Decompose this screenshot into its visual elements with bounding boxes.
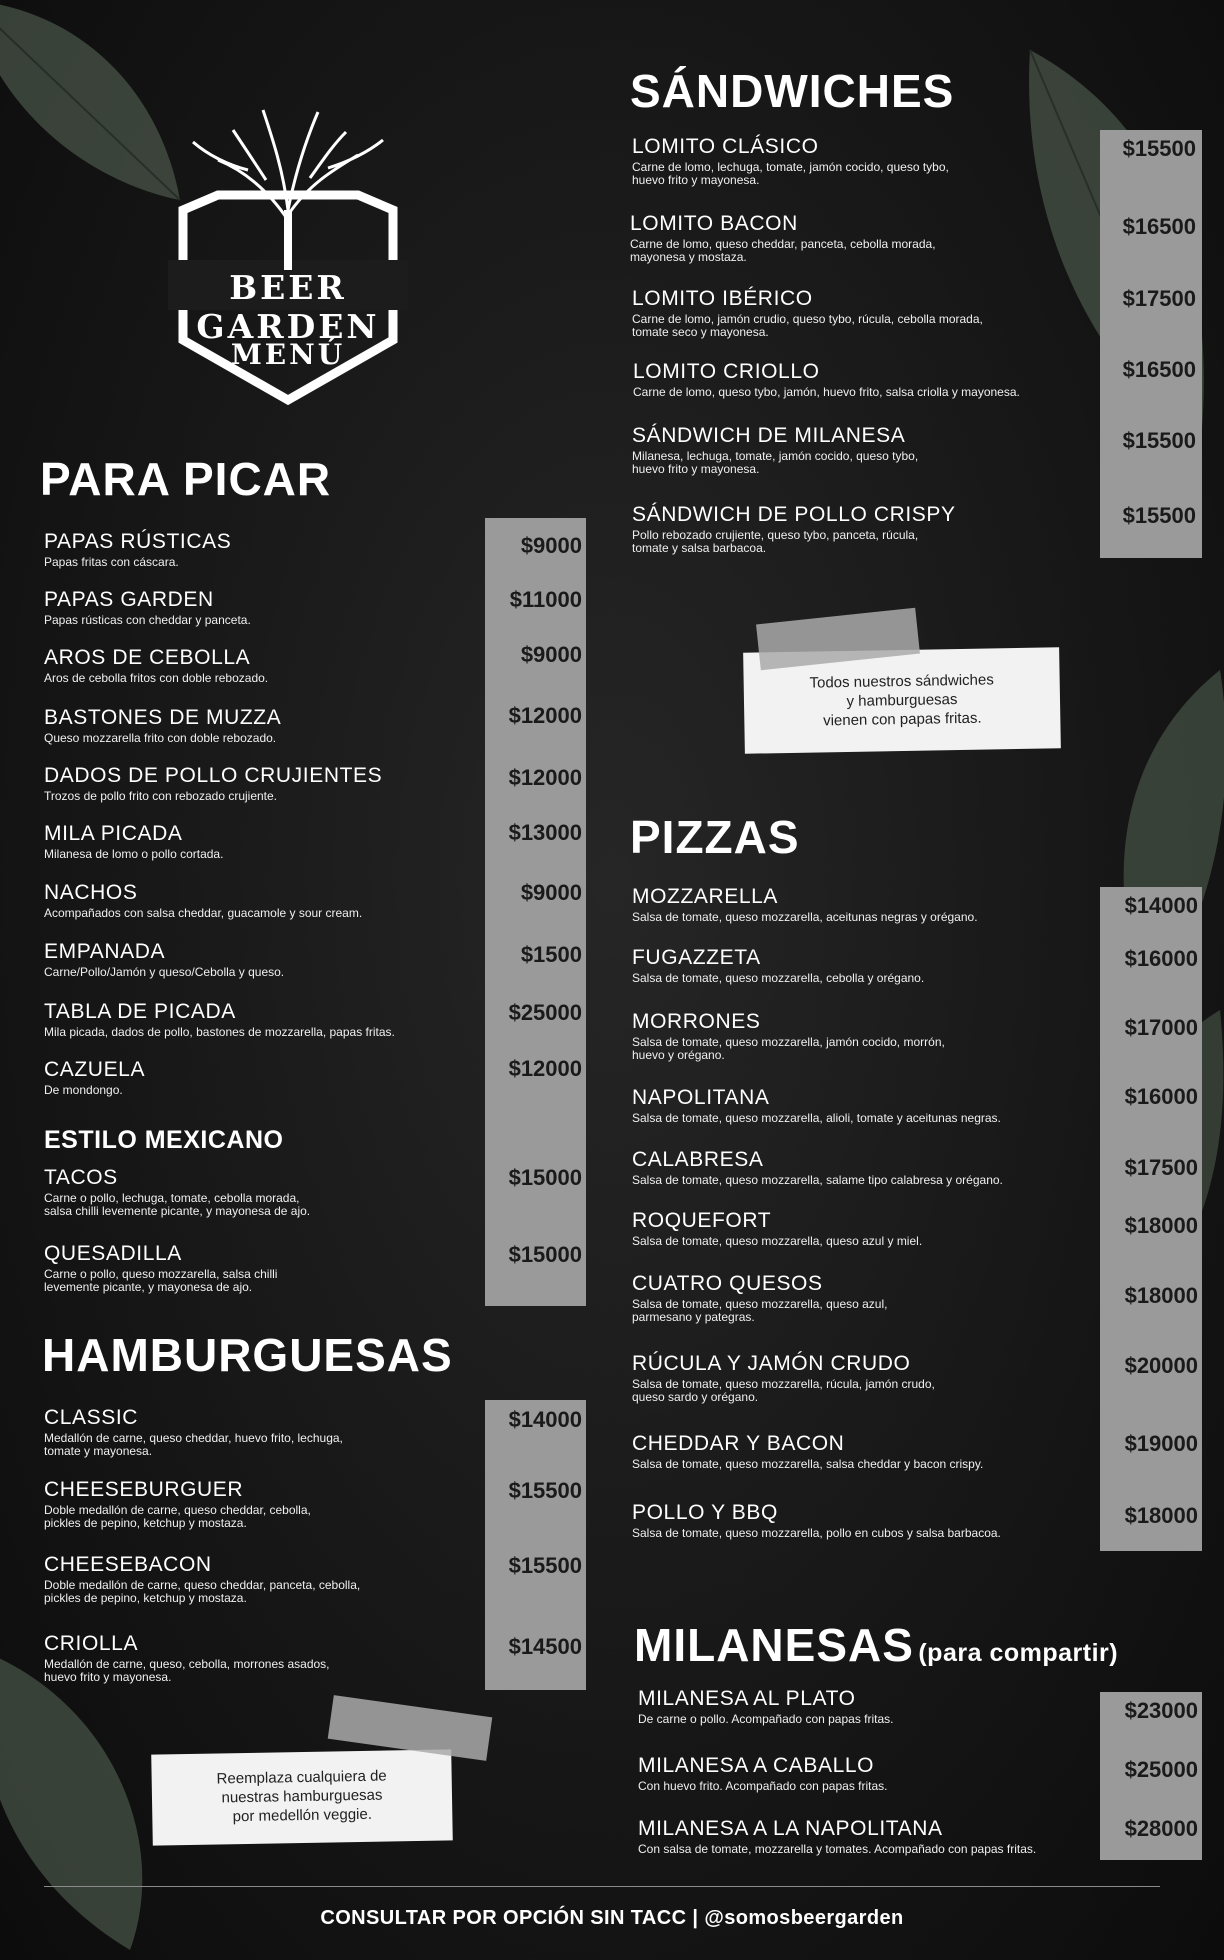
item-price: $1500	[520, 942, 582, 967]
logo-subtitle: MENÚ	[230, 338, 346, 371]
item-name: AROS DE CEBOLLA	[44, 646, 251, 669]
papas-fritas-note: Todos nuestros sándwiches y hamburguesas vienen con papas fritas.	[743, 647, 1061, 753]
item-name: NACHOS	[44, 881, 138, 904]
menu-item	[632, 424, 918, 476]
item-desc: Salsa de tomate, queso mozzarella, aceitunas negras y orégano.	[632, 910, 978, 924]
menu-item	[44, 588, 251, 627]
milanesas-title-suffix: (para compartir)	[918, 1639, 1119, 1667]
item-desc: Doble medallón de carne, queso cheddar, panceta, cebolla, pickles de pepino, ketchup y mostaza.	[44, 1578, 361, 1605]
menu-item	[44, 764, 382, 803]
menu-item	[44, 706, 281, 745]
item-desc: Papas fritas con cáscara.	[44, 555, 179, 569]
menu-item	[632, 135, 949, 187]
item-name: RÚCULA Y JAMÓN CRUDO	[632, 1352, 911, 1375]
menu-item	[632, 1010, 945, 1062]
item-name: MILA PICADA	[44, 822, 183, 845]
item-price: $17500	[1124, 1155, 1198, 1180]
menu-item	[44, 1406, 343, 1458]
menu-item	[633, 360, 1020, 399]
menu-item	[44, 1242, 277, 1294]
menu-item	[44, 646, 268, 685]
menu-item	[44, 1166, 310, 1218]
item-price: $15500	[508, 1553, 582, 1578]
item-price: $11000	[509, 587, 582, 612]
item-price: $12000	[508, 703, 582, 728]
item-desc: Con huevo frito. Acompañado con papas fritas.	[638, 1779, 888, 1793]
item-name: MILANESA AL PLATO	[638, 1687, 856, 1710]
item-price: $14000	[1124, 893, 1198, 918]
item-desc: Salsa de tomate, queso mozzarella, alioli, tomate y aceitunas negras.	[632, 1111, 1001, 1125]
item-name: SÁNDWICH DE MILANESA	[632, 424, 906, 447]
item-name: LOMITO IBÉRICO	[632, 287, 813, 310]
menu-item	[632, 1086, 1001, 1125]
item-name: CHEESEBACON	[44, 1553, 212, 1576]
item-price: $17000	[1124, 1015, 1198, 1040]
item-name: LOMITO CRIOLLO	[633, 360, 820, 383]
item-price: $15000	[508, 1242, 582, 1267]
menu-item	[638, 1817, 1036, 1856]
item-price: $16500	[1122, 357, 1196, 382]
item-desc: Doble medallón de carne, queso cheddar, cebolla, pickles de pepino, ketchup y mostaza.	[44, 1503, 311, 1530]
milanesas-title: MILANESAS	[634, 1619, 914, 1671]
footer-divider	[44, 1886, 1160, 1887]
menu-item	[632, 885, 978, 924]
menu-item	[44, 1632, 330, 1684]
menu-item	[632, 1432, 983, 1471]
item-name: CAZUELA	[44, 1058, 146, 1081]
item-price: $15000	[508, 1165, 582, 1190]
section-title-pizzas: PIZZAS	[630, 811, 800, 863]
item-price: $9000	[520, 533, 582, 558]
item-name: PAPAS GARDEN	[44, 588, 214, 611]
item-price: $16500	[1122, 214, 1196, 239]
item-desc: De carne o pollo. Acompañado con papas fritas.	[638, 1712, 894, 1726]
item-desc: Salsa de tomate, queso mozzarella, salsa cheddar y bacon crispy.	[632, 1457, 984, 1471]
menu-item	[638, 1687, 894, 1726]
item-desc: Milanesa, lechuga, tomate, jamón cocido, queso tybo, huevo frito y mayonesa.	[632, 449, 919, 476]
item-price: $25000	[508, 1000, 582, 1025]
item-desc: Carne de lomo, jamón crudio, queso tybo, rúcula, cebolla morada, tomate seco y mayonesa.	[632, 312, 983, 339]
item-name: MOZZARELLA	[632, 885, 779, 908]
item-name: SÁNDWICH DE POLLO CRISPY	[632, 503, 956, 526]
item-price: $17500	[1122, 286, 1196, 311]
menu-item	[632, 1272, 887, 1324]
item-name: NAPOLITANA	[632, 1086, 770, 1109]
veggie-note: Reemplaza cualquiera de nuestras hamburguesas por medellón veggie.	[151, 1749, 453, 1845]
item-desc: Carne o pollo, lechuga, tomate, cebolla morada, salsa chilli levemente picante, y mayonesa de ajo.	[44, 1191, 311, 1218]
menu-item	[44, 881, 362, 920]
section-title-milanesas	[634, 1618, 1118, 1672]
item-name: QUESADILLA	[44, 1242, 182, 1265]
item-desc: Salsa de tomate, queso mozzarella, rúcula, jamón crudo, queso sardo y orégano.	[632, 1377, 935, 1404]
item-name: FUGAZZETA	[632, 946, 761, 969]
menu-item	[632, 287, 983, 339]
item-desc: Aros de cebolla fritos con doble rebozado.	[44, 671, 269, 685]
section-title-hamburguesas: HAMBURGUESAS	[42, 1329, 453, 1381]
item-name: BASTONES DE MUZZA	[44, 706, 282, 729]
item-desc: Carne/Pollo/Jamón y queso/Cebolla y queso.	[44, 965, 285, 979]
item-desc: Con salsa de tomate, mozzarella y tomates. Acompañado con papas fritas.	[638, 1842, 1037, 1856]
beer-garden-logo	[148, 100, 428, 420]
item-price: $16000	[1124, 946, 1198, 971]
item-desc: Salsa de tomate, queso mozzarella, jamón cocido, morrón, huevo y orégano.	[632, 1035, 945, 1062]
item-price: $28000	[1124, 1816, 1198, 1841]
item-name: EMPANADA	[44, 940, 166, 963]
item-name: LOMITO CLÁSICO	[632, 135, 819, 158]
menu-item	[632, 946, 924, 985]
item-desc: Salsa de tomate, queso mozzarella, cebolla y orégano.	[632, 971, 925, 985]
logo-brand: BEER GARDEN	[196, 268, 380, 346]
item-price: $14000	[508, 1407, 582, 1432]
item-desc: Medallón de carne, queso, cebolla, morrones asados, huevo frito y mayonesa.	[44, 1657, 330, 1684]
item-name: POLLO Y BBQ	[632, 1501, 778, 1524]
section-title-sandwiches: SÁNDWICHES	[630, 65, 955, 117]
item-name: MILANESA A CABALLO	[638, 1754, 875, 1777]
menu-item	[44, 940, 284, 979]
price-bar	[1100, 130, 1202, 558]
item-price: $12000	[508, 1056, 582, 1081]
item-price: $15500	[1122, 136, 1196, 161]
item-desc: Salsa de tomate, queso mozzarella, pollo en cubos y salsa barbacoa.	[632, 1526, 1001, 1540]
tree-icon	[148, 100, 428, 420]
item-name: CUATRO QUESOS	[632, 1272, 823, 1295]
item-price: $13000	[508, 820, 582, 845]
item-desc: Carne de lomo, lechuga, tomate, jamón cocido, queso tybo, huevo frito y mayonesa.	[632, 160, 949, 187]
item-price: $14500	[508, 1634, 582, 1659]
item-desc: Carne de lomo, queso tybo, jamón, huevo frito, salsa criolla y mayonesa.	[633, 385, 1020, 399]
item-name: CLASSIC	[44, 1406, 139, 1429]
item-price: $23000	[1124, 1698, 1198, 1723]
item-price: $20000	[1124, 1353, 1198, 1378]
item-desc: De mondongo.	[44, 1083, 123, 1097]
subsection-title-estilo-mexicano: ESTILO MEXICANO	[44, 1126, 284, 1154]
item-desc: Mila picada, dados de pollo, bastones de mozzarella, papas fritas.	[44, 1025, 395, 1039]
item-desc: Queso mozzarella frito con doble rebozado.	[44, 731, 277, 745]
item-desc: Pollo rebozado crujiente, queso tybo, panceta, rúcula, tomate y salsa barbacoa.	[632, 528, 919, 555]
item-desc: Medallón de carne, queso cheddar, huevo frito, lechuga, tomate y mayonesa.	[44, 1431, 343, 1458]
menu-item	[44, 1553, 360, 1605]
item-name: CRIOLLA	[44, 1632, 139, 1655]
item-name: CHEESEBURGUER	[44, 1478, 244, 1501]
item-name: MORRONES	[632, 1010, 761, 1033]
item-name: ROQUEFORT	[632, 1209, 772, 1232]
item-price: $18000	[1124, 1283, 1198, 1308]
item-name: TACOS	[44, 1166, 118, 1189]
item-name: DADOS DE POLLO CRUJIENTES	[44, 764, 383, 787]
menu-item	[632, 503, 956, 555]
item-price: $9000	[520, 880, 582, 905]
menu-item	[630, 212, 936, 264]
item-name: CALABRESA	[632, 1148, 764, 1171]
item-price: $15500	[1122, 503, 1196, 528]
menu-item	[44, 822, 223, 861]
item-price: $18000	[1124, 1213, 1198, 1238]
item-desc: Salsa de tomate, queso mozzarella, queso azul y miel.	[632, 1234, 923, 1248]
item-desc: Acompañados con salsa cheddar, guacamole y sour cream.	[44, 906, 363, 920]
item-name: MILANESA A LA NAPOLITANA	[638, 1817, 943, 1840]
item-name: CHEDDAR Y BACON	[632, 1432, 845, 1455]
menu-item	[44, 1478, 311, 1530]
menu-item	[44, 1058, 145, 1097]
menu-item	[44, 1000, 395, 1039]
item-price: $18000	[1124, 1503, 1198, 1528]
menu-item	[632, 1148, 1003, 1187]
item-desc: Papas rústicas con cheddar y panceta.	[44, 613, 251, 627]
item-price: $12000	[508, 765, 582, 790]
menu-item	[632, 1352, 935, 1404]
section-title-para-picar: PARA PICAR	[40, 453, 332, 505]
item-name: LOMITO BACON	[630, 212, 798, 235]
item-desc: Trozos de pollo frito con rebozado crujiente.	[44, 789, 278, 803]
item-desc: Carne o pollo, queso mozzarella, salsa chilli levemente picante, y mayonesa de ajo.	[44, 1267, 278, 1294]
menu-item	[638, 1754, 888, 1793]
item-price: $9000	[520, 642, 582, 667]
footer-text: CONSULTAR POR OPCIÓN SIN TACC | @somosbeergarden	[320, 1907, 904, 1929]
item-price: $15500	[1122, 428, 1196, 453]
menu-item	[632, 1501, 1001, 1540]
item-desc: Milanesa de lomo o pollo cortada.	[44, 847, 224, 861]
item-desc: Salsa de tomate, queso mozzarella, queso azul, parmesano y pategras.	[632, 1297, 888, 1324]
item-price: $16000	[1124, 1084, 1198, 1109]
item-desc: Carne de lomo, queso cheddar, panceta, cebolla morada, mayonesa y mostaza.	[630, 237, 936, 264]
item-price: $25000	[1124, 1757, 1198, 1782]
menu-item	[632, 1209, 922, 1248]
item-name: TABLA DE PICADA	[44, 1000, 236, 1023]
item-name: PAPAS RÚSTICAS	[44, 530, 232, 553]
item-price: $15500	[508, 1478, 582, 1503]
item-desc: Salsa de tomate, queso mozzarella, salame tipo calabresa y orégano.	[632, 1173, 1003, 1187]
item-price: $19000	[1124, 1431, 1198, 1456]
menu-item	[44, 530, 231, 569]
